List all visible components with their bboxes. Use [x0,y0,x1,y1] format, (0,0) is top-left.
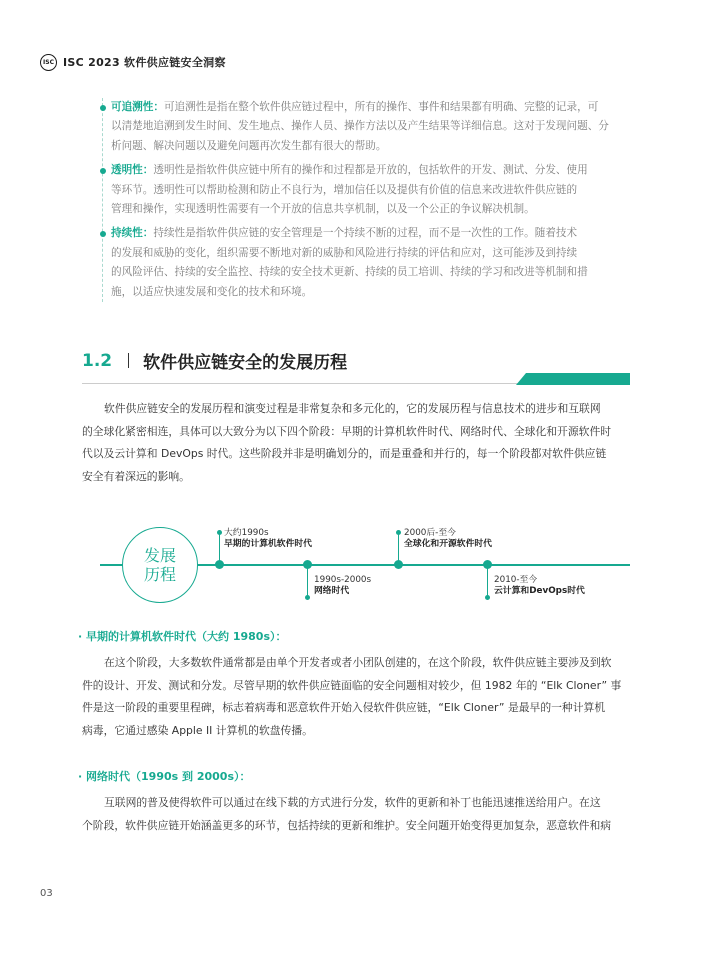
timeline-marker [485,595,490,600]
bullet-term: 透明性： [111,164,154,177]
timeline-stage-3 [404,528,492,550]
bullet-dot-icon [100,105,106,111]
bullet-continuity [103,224,631,302]
paragraph-line: 病毒，它通过感染 Apple II 计算机的软盘传播。 [82,723,313,737]
section-accent-bar [516,373,630,385]
timeline-marker [217,530,222,535]
section-heading [82,348,347,373]
timeline-stage-2 [314,575,371,597]
section-number: 1.2 [82,350,113,371]
stage-period: 1990s-2000s [314,575,372,585]
timeline-marker [305,595,310,600]
timeline-stage-1 [224,528,312,550]
paragraph-line: 安全有着深远的影响。 [82,469,190,483]
stage2-paragraph [82,792,630,837]
bullet-dot-icon [100,168,106,174]
bullet-dot-icon [100,231,106,237]
timeline-marker [396,530,401,535]
stage-period: 大约1990s [224,528,269,538]
bullet-transparency [103,161,631,219]
paragraph-line: 件的设计、开发、测试和分发。尽管早期的软件供应链面临的安全问题相对较少，但 1982 年的 “Elk Cloner” 事 [82,678,622,692]
bullet-term: 可追溯性： [111,101,164,113]
bullet-term: 持续性： [111,227,154,240]
page-header [40,52,226,72]
page-number: 03 [40,888,53,899]
stage-name: 云计算和DevOps时代 [494,586,585,596]
property-list [102,98,631,302]
paragraph-line: 软件供应链安全的发展历程和演变过程是非常复杂和多元化的，它的发展历程与信息技术的进步和互联网 [104,402,601,415]
bullet-line: 析问题、解决问题以及避免问题再次发生都有很大的帮助。 [111,139,387,152]
paragraph-line: 代以及云计算和 DevOps 时代。这些阶段并非是明确划分的，而是重叠和并行的，每一个阶段都对软件供应链 [82,447,607,460]
stage1-paragraph [82,652,630,742]
paragraph-line: 个阶段，软件供应链开始涵盖更多的环节，包括持续的更新和维护。安全问题开始变得更加复杂，恶意软件和病 [82,818,612,832]
stage1-heading: · 早期的计算机软件时代（大约 1980s）： [78,630,287,643]
paragraph-line: 互联网的普及使得软件可以通过在线下载的方式进行分发，软件的更新和补丁也能迅速推送给用户。在这 [104,796,601,809]
stage-name: 全球化和开源软件时代 [404,539,492,549]
bullet-line: 可追溯性是指在整个软件供应链过程中，所有的操作、事件和结果都有明确、完整的记录，可 [163,101,599,113]
bullet-line: 施，以适应快速发展和变化的技术和环境。 [111,285,313,298]
intro-paragraph [82,398,630,488]
timeline-title-line: 历程 [143,565,176,584]
timeline-title-circle [122,527,198,603]
timeline-connector [307,568,308,598]
header-title: ISC 2023 软件供应链安全洞察 [63,56,226,69]
timeline-stage-4 [494,575,585,597]
bullet-line: 透明性是指软件供应链中所有的操作和过程都是开放的，包括软件的开发、测试、分发、使用 [153,164,588,177]
timeline-connector [398,532,399,562]
bullet-line: 等环节。透明性可以帮助检测和防止不良行为，增加信任以及提供有价值的信息来改进软件供应链的 [111,183,578,196]
timeline-connector [219,532,220,562]
section-divider [128,353,129,368]
paragraph-line: 的全球化紧密相连，具体可以大致分为以下四个阶段：早期的计算机软件时代、网络时代、全球化和开源软件时 [82,424,612,438]
stage-period: 2010-至今 [494,575,538,585]
timeline-title-line: 发展 [143,546,176,565]
bullet-line: 持续性是指软件供应链的安全管理是一个持续不断的过程，而不是一次性的工作。随着技术 [153,227,578,240]
history-timeline [100,508,630,618]
paragraph-line: 在这个阶段，大多数软件通常都是由单个开发者或者小团队创建的，在这个阶段，软件供应链主要涉及到软 [104,656,612,669]
bullet-line: 以清楚地追溯到发生时间、发生地点、操作人员、操作方法以及产生结果等详细信息。这对于发现问题、分 [111,120,609,133]
section-title: 软件供应链安全的发展历程 [143,353,348,373]
timeline-connector [487,568,488,598]
stage2-heading: · 网络时代（1990s 到 2000s）： [78,770,251,783]
isc-logo: ISC [40,54,57,71]
stage-name: 网络时代 [314,586,350,596]
stage-name: 早期的计算机软件时代 [224,539,312,549]
bullet-line: 管理和操作，实现透明性需要有一个开放的信息共享机制，以及一个公正的争议解决机制。 [111,203,535,216]
section-rule [82,383,582,384]
paragraph-line: 件是这一阶段的重要里程碑，标志着病毒和恶意软件开始入侵软件供应链，“Elk Cloner” 是最早的一种计算机 [82,701,606,714]
bullet-line: 的风险评估、持续的安全监控、持续的安全技术更新、持续的员工培训、持续的学习和改进等机制和措 [111,266,588,279]
bullet-traceability [103,98,631,156]
bullet-line: 的发展和威胁的变化，组织需要不断地对新的威胁和风险进行持续的评估和应对，这可能涉及到持续 [111,246,578,259]
stage-period: 2000后-至今 [404,528,456,538]
